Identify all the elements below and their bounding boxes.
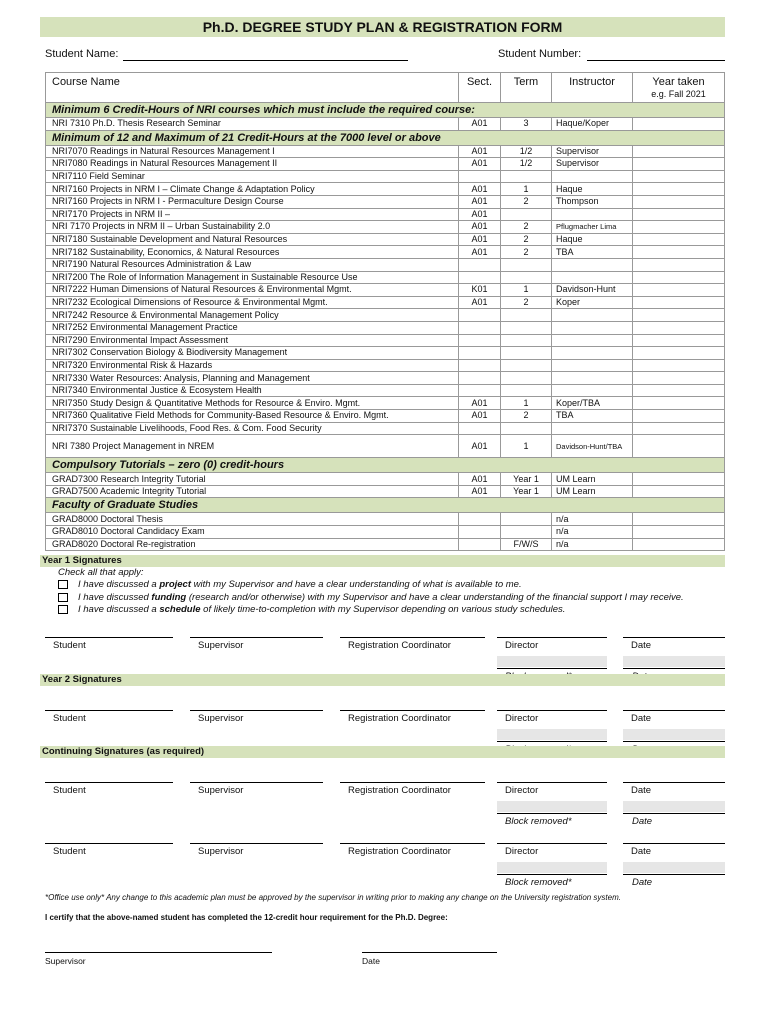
term-header: Term bbox=[501, 73, 552, 103]
sect-cell: A01 bbox=[459, 296, 501, 309]
course-header: Course Name bbox=[46, 73, 459, 103]
signature-label-coordinator: Registration Coordinator bbox=[348, 785, 451, 796]
course-cell: GRAD8020 Doctoral Re-registration bbox=[46, 538, 459, 551]
signature-line-supervisor[interactable] bbox=[190, 843, 323, 844]
instructor-cell: n/a bbox=[552, 538, 633, 551]
office-use-shade bbox=[497, 729, 607, 740]
year-cell[interactable] bbox=[633, 384, 725, 397]
student-number-label: Student Number: bbox=[498, 48, 582, 60]
table-row bbox=[46, 258, 725, 271]
year-cell[interactable] bbox=[633, 397, 725, 410]
table-header-row bbox=[46, 73, 725, 103]
checklist-keyword: project bbox=[159, 579, 192, 590]
signature-label-date: Date bbox=[631, 846, 652, 857]
instructor-cell: TBA bbox=[552, 246, 633, 259]
course-cell: NRI7350 Study Design & Quantitative Methods for Resource & Enviro. Mgmt. bbox=[46, 397, 459, 410]
year-cell[interactable] bbox=[633, 410, 725, 423]
table-row bbox=[46, 359, 725, 372]
instructor-cell bbox=[552, 347, 633, 360]
term-cell: 1 bbox=[501, 435, 552, 458]
course-cell: GRAD7500 Academic Integrity Tutorial bbox=[46, 485, 459, 498]
section-heading-row bbox=[46, 103, 725, 118]
section-heading-row bbox=[46, 130, 725, 145]
course-table bbox=[45, 72, 725, 551]
year-cell[interactable] bbox=[633, 221, 725, 234]
signature-line-director[interactable] bbox=[497, 843, 607, 844]
continuing-signatures-bar: Continuing Signatures (as required) bbox=[40, 746, 725, 758]
sect-cell bbox=[459, 538, 501, 551]
table-row bbox=[46, 538, 725, 551]
table-row bbox=[46, 233, 725, 246]
instructor-cell: Supervisor bbox=[552, 158, 633, 171]
footer-date-label: Date bbox=[362, 956, 380, 966]
signature-line-date[interactable] bbox=[623, 843, 725, 844]
signature-label-supervisor: Supervisor bbox=[198, 640, 244, 651]
instructor-cell: Haque/Koper bbox=[552, 118, 633, 131]
checklist-text: I have discussed a bbox=[78, 579, 160, 590]
sect-cell bbox=[459, 309, 501, 322]
instructor-cell: Koper/TBA bbox=[552, 397, 633, 410]
office-use-note: *Office use only* Any change to this academic plan must be approved by the supervisor in writing prior to making any change on the University registration system. bbox=[45, 893, 621, 902]
sect-cell bbox=[459, 372, 501, 385]
block-removed-date-line[interactable] bbox=[623, 668, 725, 669]
instructor-cell bbox=[552, 359, 633, 372]
signature-label-director: Director bbox=[505, 640, 539, 651]
signature-label-coordinator: Registration Coordinator bbox=[348, 713, 451, 724]
term-cell: 1 bbox=[501, 397, 552, 410]
checklist-text: I have discussed a bbox=[78, 604, 160, 615]
term-cell bbox=[501, 359, 552, 372]
sect-cell bbox=[459, 422, 501, 435]
year-example: e.g. Fall 2021 bbox=[651, 89, 706, 99]
signature-label-supervisor: Supervisor bbox=[198, 713, 244, 724]
table-row bbox=[46, 158, 725, 171]
term-cell: F/W/S bbox=[501, 538, 552, 551]
checklist-text: (research and/or otherwise) with my Supervisor and have a clear understanding of the financial support I may receive. bbox=[186, 591, 684, 603]
signature-line-supervisor[interactable] bbox=[190, 710, 323, 711]
sect-cell: A01 bbox=[459, 473, 501, 486]
table-row bbox=[46, 246, 725, 259]
table-row bbox=[46, 309, 725, 322]
signature-label-supervisor: Supervisor bbox=[198, 785, 244, 796]
checklist-keyword: funding bbox=[151, 591, 187, 603]
course-cell: NRI7340 Environmental Justice & Ecosystem Health bbox=[46, 384, 459, 397]
table-row bbox=[46, 183, 725, 196]
term-cell bbox=[501, 321, 552, 334]
sect-cell bbox=[459, 513, 501, 526]
signature-line-student[interactable] bbox=[45, 710, 173, 711]
checklist-keyword: schedule bbox=[159, 604, 201, 615]
term-cell: Year 1 bbox=[501, 473, 552, 486]
sect-cell: K01 bbox=[459, 284, 501, 297]
term-cell: 1 bbox=[501, 284, 552, 297]
signature-label-student: Student bbox=[53, 785, 86, 796]
term-cell: 1/2 bbox=[501, 158, 552, 171]
block-removed-line[interactable] bbox=[497, 741, 607, 742]
instructor-cell bbox=[552, 334, 633, 347]
sect-cell: A01 bbox=[459, 158, 501, 171]
checklist-item bbox=[78, 579, 522, 590]
signature-line-date[interactable] bbox=[623, 782, 725, 783]
signature-line-director[interactable] bbox=[497, 710, 607, 711]
year-cell[interactable] bbox=[633, 145, 725, 158]
signature-line-director[interactable] bbox=[497, 637, 607, 638]
term-cell: Year 1 bbox=[501, 485, 552, 498]
office-use-shade bbox=[623, 862, 725, 873]
block-removed-label: Block removed* bbox=[505, 877, 572, 888]
instructor-cell: Haque bbox=[552, 183, 633, 196]
sect-cell bbox=[459, 334, 501, 347]
table-row bbox=[46, 347, 725, 360]
office-use-shade bbox=[623, 729, 725, 740]
course-cell: NRI7190 Natural Resources Administration & Law bbox=[46, 258, 459, 271]
instructor-cell bbox=[552, 208, 633, 221]
signature-label-date: Date bbox=[631, 785, 652, 796]
instructor-cell: Koper bbox=[552, 296, 633, 309]
course-cell: GRAD8000 Doctoral Thesis bbox=[46, 513, 459, 526]
instructor-cell: Supervisor bbox=[552, 145, 633, 158]
year-cell[interactable] bbox=[633, 183, 725, 196]
course-cell: NRI7290 Environmental Impact Assessment bbox=[46, 334, 459, 347]
sect-cell bbox=[459, 271, 501, 284]
sect-cell: A01 bbox=[459, 195, 501, 208]
sect-cell bbox=[459, 526, 501, 539]
course-cell: NRI7070 Readings in Natural Resources Management I bbox=[46, 145, 459, 158]
course-cell: NRI7182 Sustainability, Economics, & Natural Resources bbox=[46, 246, 459, 259]
checklist-text: with my Supervisor and have a clear understanding of what is available to me. bbox=[191, 579, 522, 590]
year-cell[interactable] bbox=[633, 321, 725, 334]
office-use-shade bbox=[497, 656, 607, 667]
sect-cell: A01 bbox=[459, 435, 501, 458]
course-cell: NRI 7310 Ph.D. Thesis Research Seminar bbox=[46, 118, 459, 131]
table-row bbox=[46, 170, 725, 183]
term-cell: 2 bbox=[501, 233, 552, 246]
section-heading: Faculty of Graduate Studies bbox=[46, 498, 725, 513]
course-cell: NRI7222 Human Dimensions of Natural Resources & Environmental Mgmt. bbox=[46, 284, 459, 297]
term-cell: 2 bbox=[501, 246, 552, 259]
instructor-cell: n/a bbox=[552, 513, 633, 526]
year-cell[interactable] bbox=[633, 538, 725, 551]
year-cell[interactable] bbox=[633, 296, 725, 309]
signature-line-student[interactable] bbox=[45, 782, 173, 783]
year-header bbox=[633, 73, 725, 103]
table-row bbox=[46, 118, 725, 131]
term-cell bbox=[501, 309, 552, 322]
signature-line-date[interactable] bbox=[623, 637, 725, 638]
section-heading: Compulsory Tutorials – zero (0) credit-hours bbox=[46, 458, 725, 473]
instructor-cell bbox=[552, 372, 633, 385]
block-removed-date-label: Date bbox=[632, 877, 653, 888]
checklist-item bbox=[78, 604, 565, 615]
instructor-cell: n/a bbox=[552, 526, 633, 539]
year-cell[interactable] bbox=[633, 284, 725, 297]
course-cell: NRI7160 Projects in NRM I - Permaculture Design Course bbox=[46, 195, 459, 208]
sect-cell bbox=[459, 321, 501, 334]
year-cell[interactable] bbox=[633, 513, 725, 526]
instructor-cell bbox=[552, 258, 633, 271]
year-cell[interactable] bbox=[633, 258, 725, 271]
checklist-item bbox=[78, 592, 684, 603]
signature-label-student: Student bbox=[53, 846, 86, 857]
signature-label-director: Director bbox=[505, 846, 539, 857]
table-row bbox=[46, 296, 725, 309]
table-row bbox=[46, 321, 725, 334]
instructor-cell: TBA bbox=[552, 410, 633, 423]
signature-line-supervisor[interactable] bbox=[190, 782, 323, 783]
instructor-cell: Pflugmacher Lima bbox=[552, 221, 633, 234]
course-cell: NRI7370 Sustainable Livelihoods, Food Res. & Com. Food Security bbox=[46, 422, 459, 435]
year-cell[interactable] bbox=[633, 118, 725, 131]
course-cell: NRI 7170 Projects in NRM II – Urban Sustainability 2.0 bbox=[46, 221, 459, 234]
sect-cell: A01 bbox=[459, 208, 501, 221]
year-cell[interactable] bbox=[633, 170, 725, 183]
term-cell bbox=[501, 372, 552, 385]
year-cell[interactable] bbox=[633, 422, 725, 435]
course-cell: NRI7302 Conservation Biology & Biodiversity Management bbox=[46, 347, 459, 360]
office-use-shade bbox=[623, 656, 725, 667]
term-cell bbox=[501, 422, 552, 435]
year-cell[interactable] bbox=[633, 526, 725, 539]
term-cell: 1/2 bbox=[501, 145, 552, 158]
sect-cell bbox=[459, 347, 501, 360]
signature-line-supervisor[interactable] bbox=[190, 637, 323, 638]
sect-header: Sect. bbox=[459, 73, 501, 103]
signature-line-student[interactable] bbox=[45, 843, 173, 844]
block-removed-line[interactable] bbox=[497, 813, 607, 814]
signature-line-date[interactable] bbox=[623, 710, 725, 711]
sect-cell: A01 bbox=[459, 246, 501, 259]
signature-label-director: Director bbox=[505, 785, 539, 796]
certify-statement: I certify that the above-named student has completed the 12-credit hour requirement for the Ph.D. Degree: bbox=[45, 913, 448, 922]
course-cell: NRI7160 Projects in NRM I – Climate Change & Adaptation Policy bbox=[46, 183, 459, 196]
table-row bbox=[46, 422, 725, 435]
course-cell: NRI7252 Environmental Management Practice bbox=[46, 321, 459, 334]
course-cell: GRAD7300 Research Integrity Tutorial bbox=[46, 473, 459, 486]
sect-cell: A01 bbox=[459, 118, 501, 131]
year-cell[interactable] bbox=[633, 195, 725, 208]
signature-label-student: Student bbox=[53, 713, 86, 724]
course-cell: NRI7232 Ecological Dimensions of Resource & Environmental Mgmt. bbox=[46, 296, 459, 309]
term-cell: 1 bbox=[501, 183, 552, 196]
office-use-shade bbox=[497, 801, 607, 812]
block-removed-date-line[interactable] bbox=[623, 741, 725, 742]
instructor-cell: Thompson bbox=[552, 195, 633, 208]
instructor-header: Instructor bbox=[552, 73, 633, 103]
table-row bbox=[46, 334, 725, 347]
term-cell bbox=[501, 258, 552, 271]
term-cell bbox=[501, 347, 552, 360]
term-cell: 2 bbox=[501, 195, 552, 208]
instructor-cell bbox=[552, 309, 633, 322]
block-removed-line[interactable] bbox=[497, 668, 607, 669]
instructor-cell: Haque bbox=[552, 233, 633, 246]
term-cell: 2 bbox=[501, 296, 552, 309]
table-row bbox=[46, 513, 725, 526]
term-cell bbox=[501, 170, 552, 183]
table-row bbox=[46, 485, 725, 498]
sect-cell bbox=[459, 258, 501, 271]
checkbox[interactable] bbox=[58, 593, 68, 602]
term-cell bbox=[501, 208, 552, 221]
student-number-field[interactable] bbox=[587, 60, 725, 61]
signature-label-director: Director bbox=[505, 713, 539, 724]
instructor-cell: Davidson-Hunt bbox=[552, 284, 633, 297]
sect-cell bbox=[459, 384, 501, 397]
checkbox[interactable] bbox=[58, 580, 68, 589]
instructor-cell bbox=[552, 321, 633, 334]
year-cell[interactable] bbox=[633, 473, 725, 486]
block-removed-date-line[interactable] bbox=[623, 874, 725, 875]
year-cell[interactable] bbox=[633, 208, 725, 221]
term-cell bbox=[501, 513, 552, 526]
year-cell[interactable] bbox=[633, 271, 725, 284]
course-cell: NRI7200 The Role of Information Management in Sustainable Resource Use bbox=[46, 271, 459, 284]
course-cell: NRI7080 Readings in Natural Resources Management II bbox=[46, 158, 459, 171]
term-cell: 3 bbox=[501, 118, 552, 131]
instructor-cell bbox=[552, 170, 633, 183]
table-row bbox=[46, 221, 725, 234]
signature-line-coordinator[interactable] bbox=[340, 782, 485, 783]
block-removed-date-label: Date bbox=[632, 816, 653, 827]
section-heading-row bbox=[46, 458, 725, 473]
sect-cell: A01 bbox=[459, 485, 501, 498]
year-cell[interactable] bbox=[633, 359, 725, 372]
signature-line-coordinator[interactable] bbox=[340, 637, 485, 638]
year-cell[interactable] bbox=[633, 347, 725, 360]
course-cell: GRAD8010 Doctoral Candidacy Exam bbox=[46, 526, 459, 539]
instructor-cell bbox=[552, 422, 633, 435]
table-row bbox=[46, 384, 725, 397]
signature-line-director[interactable] bbox=[497, 782, 607, 783]
block-removed-label: Block removed* bbox=[505, 816, 572, 827]
sect-cell: A01 bbox=[459, 183, 501, 196]
term-cell: 2 bbox=[501, 410, 552, 423]
year-cell[interactable] bbox=[633, 485, 725, 498]
sect-cell: A01 bbox=[459, 233, 501, 246]
table-row bbox=[46, 271, 725, 284]
signature-label-coordinator: Registration Coordinator bbox=[348, 640, 451, 651]
footer-date-line[interactable] bbox=[362, 952, 497, 953]
sect-cell bbox=[459, 170, 501, 183]
term-cell: 2 bbox=[501, 221, 552, 234]
signature-label-date: Date bbox=[631, 713, 652, 724]
year2-signatures-bar: Year 2 Signatures bbox=[40, 674, 725, 686]
table-row bbox=[46, 473, 725, 486]
instructor-cell: UM Learn bbox=[552, 485, 633, 498]
table-row bbox=[46, 145, 725, 158]
table-row bbox=[46, 284, 725, 297]
year-cell[interactable] bbox=[633, 233, 725, 246]
year-cell[interactable] bbox=[633, 435, 725, 458]
term-cell bbox=[501, 334, 552, 347]
signature-label-supervisor: Supervisor bbox=[198, 846, 244, 857]
table-row bbox=[46, 372, 725, 385]
signature-label-date: Date bbox=[631, 640, 652, 651]
course-cell: NRI7360 Qualitative Field Methods for Community-Based Resource & Enviro. Mgmt. bbox=[46, 410, 459, 423]
course-cell: NRI7330 Water Resources: Analysis, Planning and Management bbox=[46, 372, 459, 385]
student-name-field[interactable] bbox=[123, 60, 408, 61]
section-heading: Minimum of 12 and Maximum of 21 Credit-Hours at the 7000 level or above bbox=[46, 130, 725, 145]
footer-supervisor-label: Supervisor bbox=[45, 956, 86, 966]
table-row bbox=[46, 195, 725, 208]
block-removed-line[interactable] bbox=[497, 874, 607, 875]
course-cell: NRI7242 Resource & Environmental Management Policy bbox=[46, 309, 459, 322]
term-cell bbox=[501, 384, 552, 397]
form-title: Ph.D. DEGREE STUDY PLAN & REGISTRATION FORM bbox=[40, 17, 725, 37]
office-use-shade bbox=[497, 862, 607, 873]
year-taken-label: Year taken bbox=[652, 76, 705, 88]
student-name-label: Student Name: bbox=[45, 48, 119, 60]
signature-label-student: Student bbox=[53, 640, 86, 651]
checklist-text: of likely time-to-completion with my Supervisor depending on various study schedules. bbox=[200, 604, 566, 615]
instructor-cell bbox=[552, 384, 633, 397]
table-row bbox=[46, 397, 725, 410]
sect-cell: A01 bbox=[459, 145, 501, 158]
checklist-text: I have discussed bbox=[78, 591, 152, 603]
section-heading: Minimum 6 Credit-Hours of NRI courses which must include the required course: bbox=[46, 103, 725, 118]
course-cell: NRI 7380 Project Management in NREM bbox=[46, 435, 459, 458]
year-cell[interactable] bbox=[633, 372, 725, 385]
sect-cell bbox=[459, 359, 501, 372]
sect-cell: A01 bbox=[459, 410, 501, 423]
block-removed-date-line[interactable] bbox=[623, 813, 725, 814]
signature-line-student[interactable] bbox=[45, 637, 173, 638]
table-row bbox=[46, 208, 725, 221]
term-cell bbox=[501, 271, 552, 284]
course-cell: NRI7180 Sustainable Development and Natural Resources bbox=[46, 233, 459, 246]
signature-line-coordinator[interactable] bbox=[340, 843, 485, 844]
instructor-cell: Davidson-Hunt/TBA bbox=[552, 435, 633, 458]
signature-label-coordinator: Registration Coordinator bbox=[348, 846, 451, 857]
table-row bbox=[46, 410, 725, 423]
year-cell[interactable] bbox=[633, 309, 725, 322]
instructor-cell: UM Learn bbox=[552, 473, 633, 486]
checkbox[interactable] bbox=[58, 605, 68, 614]
year-cell[interactable] bbox=[633, 334, 725, 347]
term-cell bbox=[501, 526, 552, 539]
footer-supervisor-line[interactable] bbox=[45, 952, 272, 953]
year-cell[interactable] bbox=[633, 246, 725, 259]
table-row bbox=[46, 435, 725, 458]
check-all-label: Check all that apply: bbox=[58, 567, 144, 578]
course-cell: NRI7170 Projects in NRM II – bbox=[46, 208, 459, 221]
section-heading-row bbox=[46, 498, 725, 513]
sect-cell: A01 bbox=[459, 221, 501, 234]
office-use-shade bbox=[623, 801, 725, 812]
sect-cell: A01 bbox=[459, 397, 501, 410]
instructor-cell bbox=[552, 271, 633, 284]
course-cell: NRI7110 Field Seminar bbox=[46, 170, 459, 183]
table-row bbox=[46, 526, 725, 539]
course-cell: NRI7320 Environmental Risk & Hazards bbox=[46, 359, 459, 372]
year-cell[interactable] bbox=[633, 158, 725, 171]
signature-line-coordinator[interactable] bbox=[340, 710, 485, 711]
year1-signatures-bar: Year 1 Signatures bbox=[40, 555, 725, 567]
